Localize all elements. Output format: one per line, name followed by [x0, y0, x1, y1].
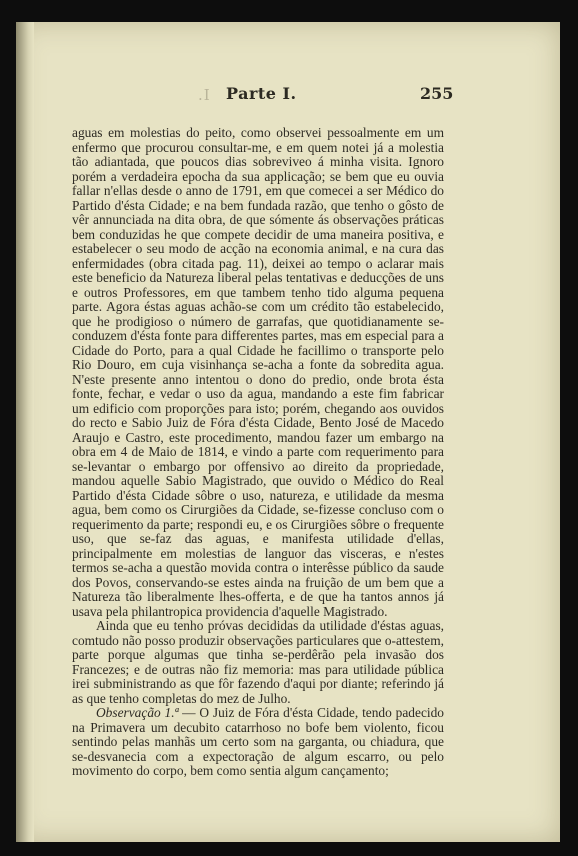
- page-gutter: [16, 22, 34, 842]
- body-text: [72, 126, 444, 779]
- observation-label: Observação 1.ª: [96, 705, 179, 720]
- section-title: Parte I.: [226, 84, 297, 103]
- paragraph: Ainda que eu tenho próvas decididas da utilidade d'éstas aguas, comtudo não posso produzir observações particulares que o-attestem, parte porque algumas que tinha se-perdêrão pela invasão dos Francezes; e de outras não fiz memoria: mas para utilidade pública irei subministrando as que fôr fazendo d'aqui por diante; referindo já as que tenho completas do mez de Julho.: [72, 618, 444, 706]
- observation-text: — O Juiz de Fóra d'ésta Cidade, tendo padecido na Primavera um decubito catarrhoso no bofe bem violento, ficou sentindo pelas manhãs um certo som na garganta, ou chiadura, que se-desvanecia com a expectoração de algum escarro, ou pelo movimento do corpo, bem como sentia algum cançamento;: [72, 705, 444, 778]
- observation-paragraph: [72, 706, 444, 779]
- page-number: 255: [420, 84, 454, 103]
- paragraph: aguas em molestias do peito, como observei pessoalmente em um enfermo que procurou consultar-me, e em quem notei já a molestia tão adiantada, que poucos dias sobreviveo á minha visita. Ignoro porém a verdadeira epocha da sua applicação; se bem que eu ouvia fallar n'ellas desde o anno de 1791, em que comecei a ser Médico do Partido d'ésta Cidade; e na bem fundada razão, que tenho o gôsto de vêr annunciada na dita obra, de que sómente ás observações práticas bem conduzidas he que compete decidir de uma maneira positiva, e estabelecer o seu modo de acção na economia animal, e na cura das enfermidades (obra citada pag. 11), deixei ao tempo o aclarar mais este beneficio da Natureza liberal pelas tentativas e deducções de uns e outros Professores, em que tambem tenho tido alguma pequena parte. Agora éstas aguas achão-se com um crédito tão estabelecido, que he prodigioso o número de garrafas, que quotidianamente se-conduzem d'ésta fonte para differentes partes, mas em especial para a Cidade do Porto, para a qual Cidade he facillimo o transporte pelo Rio Douro, em cuja visinhança se-acha a fonte da sobredita agua. N'este presente anno intentou o dono do predio, onde brota ésta fonte, fechar, e vedar o uso da agua, mandando a este fim fabricar um edificio com proporções para isto; porém, chegando aos ouvidos do recto e Sabio Juiz de Fóra d'ésta Cidade, Bento José de Macedo Araujo e Castro, este procedimento, mandou fazer um embargo na obra em 4 de Maio de 1814, e vindo a parte com requerimento para se-levantar o embargo por offensivo ao direito da propriedade, mandou aquelle Sabio Magistrado, que ouvido o Médico do Real Partido d'ésta Cidade sôbre o uso, natureza, e utilidade da mesma agua, bem como os Cirurgiões da Cidade, se-fizesse concluso com o requerimento da parte; respondi eu, e os Cirurgiões sôbre o frequente uso, que se-faz das aguas, e manifesta utilidade d'ellas, principalmente em molestias de languor das visceras, e n'estes termos se-acha a questão movida contra o interêsse público da saude dos Povos, conservando-se estes ainda na fruição de um bem que a Natureza tão liberalmente lhes-offerta, e de que ha tantos annos já usava pela philantropica providencia d'aquelle Magistrado.: [72, 125, 444, 619]
- running-header: [198, 84, 454, 106]
- faint-show-through-mark: .I: [198, 86, 211, 104]
